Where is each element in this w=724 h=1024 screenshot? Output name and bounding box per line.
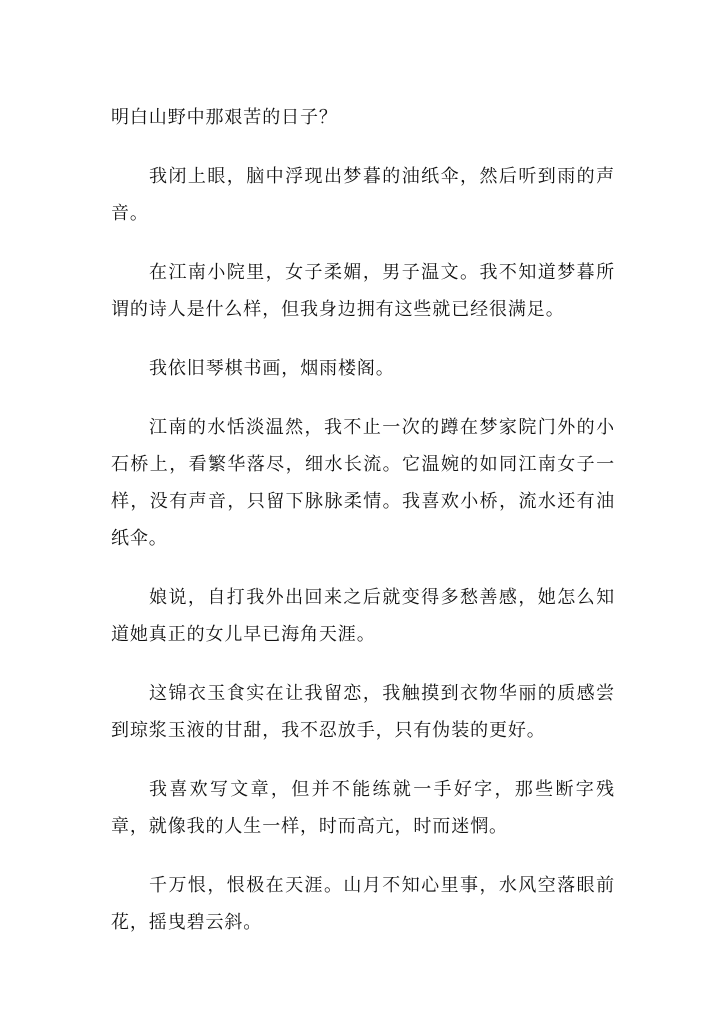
paragraph: 我依旧琴棋书画，烟雨楼阁。 — [149, 358, 395, 379]
paragraph: 在江南小院里，女子柔媚，男子温文。我不知道梦暮所谓的诗人是什么样，但我身边拥有这些就已经很满足。 — [111, 262, 615, 320]
paragraph-continuation: 明白山野中那艰苦的日子？ — [111, 107, 338, 128]
paragraph: 千万恨，恨极在天涯。山月不知心里事，水风空落眼前花，摇曳碧云斜。 — [111, 875, 615, 933]
paragraph: 这锦衣玉食实在让我留恋，我触摸到衣物华丽的质感尝到琼浆玉液的甘甜，我不忍放手，只有伪装的更好。 — [111, 683, 615, 741]
paragraph: 我喜欢写文章，但并不能练就一手好字，那些断字残章，就像我的人生一样，时而高亢，时而迷惘。 — [111, 779, 615, 837]
body-text — [111, 99, 615, 963]
paragraph: 我闭上眼，脑中浮现出梦暮的油纸伞，然后听到雨的声音。 — [111, 166, 615, 224]
paragraph: 娘说，自打我外出回来之后就变得多愁善感，她怎么知道她真正的女儿早已海角天涯。 — [111, 587, 615, 645]
paragraph: 江南的水恬淡温然，我不止一次的蹲在梦家院门外的小石桥上，看繁华落尽，细水长流。它温婉的如同江南女子一样，没有声音，只留下脉脉柔情。我喜欢小桥，流水还有油纸伞。 — [111, 417, 615, 549]
